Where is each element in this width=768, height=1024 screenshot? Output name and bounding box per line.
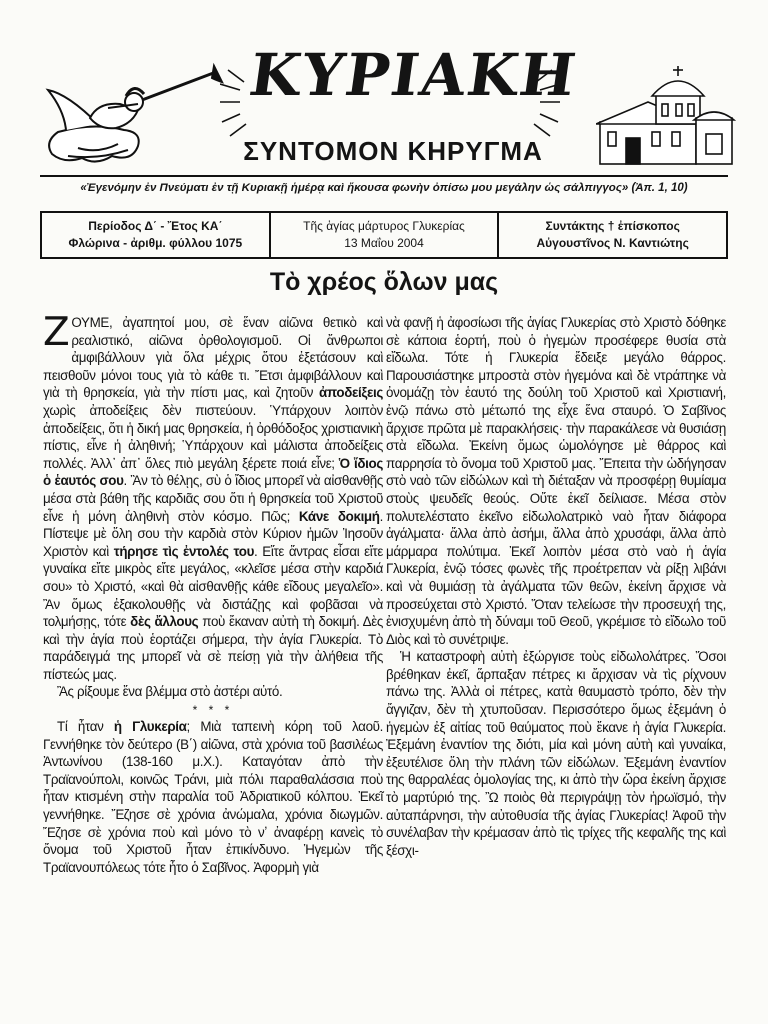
- author-role: Συντάκτης † ἐπίσκοπος: [545, 219, 680, 233]
- paragraph-intro: [43, 310, 383, 683]
- emphasis: ἀποδείξεις: [319, 385, 383, 401]
- section-divider: * * *: [192, 703, 234, 718]
- author-name: Αὐγουστῖνος Ν. Καντιώτης: [536, 236, 689, 250]
- text-run: Τί ἦταν: [57, 719, 114, 735]
- church-illustration: [596, 62, 736, 170]
- emphasis: Κάνε δοκιμή: [298, 508, 380, 524]
- article-column-left: [43, 310, 384, 876]
- masthead: [0, 0, 768, 180]
- feast-name: Τῆς ἁγίας μάρτυρος Γλυκερίας: [303, 219, 465, 233]
- motto-quote: «Ἐγενόμην ἐν Πνεύματι ἐν τῇ Κυριακῇ ἡμέρᾳ καὶ ἤκουσα φωνὴν ὀπίσω μου μεγάλην ὡς σάλπιγγος» (Ἀπ. 1, 10): [80, 182, 688, 194]
- text-run: . Εἴτε ἄντρας εἶσαι εἴτε γυναίκα εἴτε μικρὸς εἴτε μεγάλος, «κλεῖσε μέσα στὴν καρδιά σου» τὸ Χριστό, «καὶ θὰ αἰσθανθῇς κάθε εἴδους μεγαλεῖο». Ἂν ὅμως ἐξακολουθῇς νὰ διστάζῃς καὶ φοβᾶσαι νὰ τολμήσῃς, τότε: [43, 543, 383, 630]
- period-line: Περίοδος Δ΄ - Ἔτος ΚΑ΄: [88, 219, 223, 233]
- paragraph-look: Ἂς ρίξουμε ἕνα βλέμμα στὸ ἀστέρι αὐτό.: [57, 684, 283, 700]
- masthead-title: ΚΥΡΙΑΚΗ: [245, 41, 582, 109]
- article-headline: Τὸ χρέος ὅλων μας: [269, 268, 499, 296]
- text-run: . Ἂν τὸ θέλῃς, σὺ ὁ ἴδιος μπορεῖ νὰ αἰσθανθῇς μέσα στὰ βάθη τῆς καρδιᾶς σου ὅτι ἡ θρησκεία τοῦ Χριστοῦ εἶνε ἡ μόνη ἀληθινὴ στὸν κόσμο. Πῶς;: [43, 473, 383, 524]
- paragraph-martyrdom: Ἡ καταστροφὴ αὐτὴ ἐξώργισε τοὺς εἰδωλολάτρες. Ὅσοι βρέθηκαν ἐκεῖ, ἅρπαξαν πέτρες κι ἄρχισαν νὰ τὶς ρίχνουν πάνω της. Ἀλλὰ οἱ πέτρες, κατὰ θαυμαστὸ τρόπο, δὲν τὴν ἄγγιζαν, δὲν τὴ χτυποῦσαν. Περισσότερο ὅμως ἐξεμάνη ὁ ἡγεμὼν ἐξ αἰτίας τοῦ θαύματος ποὺ ἔκανε ἡ ἁγία Γλυκερία. Ἐξεμάνη ἐναντίον της διότι, μία καὶ μόνη αὐτὴ καὶ γυναίκα, ἐξευτέλισε ὅλη τὴν πλάνη τῶν εἰδώλων. Ἐξεμάνη ἐναντίον της θαρραλέας ὁμολογίας της, κι ἀπὸ τὴν ὥρα ἐκείνη ἄρχισε τὸ μαρτύριό της. Ὢ ποιὸς θὰ περιγράψῃ τὸν ἡρωϊσμό, τὴν αὐταπάρνησι, τὴν αὐτοθυσία τῆς ἁγίας Γλυκερίας! Ἀφοῦ τὴν συνέλαβαν τὴν κρέμασαν ἀπὸ τὶς τρίχες τῆς κεφαλῆς της καὶ ξέσχι-: [386, 649, 726, 858]
- emphasis: τήρησε τὶς ἐντολές του: [113, 543, 255, 559]
- text-run: ; Μιὰ ταπεινὴ κόρη τοῦ λαοῦ. Γεννήθηκε τὸν δεύτερο (Β΄) αἰῶνα, στὰ χρόνια τοῦ βασιλέως Ἀντωνίνου (138-160 μ.Χ.). Καταγόταν ἀπὸ τὴν Τραϊανούπολι, κοινῶς Τράνι, μιὰ πόλι παραθαλάσσια ποὺ ἦταν κτισμένη στὴν παραλία τοῦ Ἀδριατικοῦ κόλπου. Ἐκεῖ γεννήθηκε. Ἔζησε σὲ χρόνια ἀνώμαλα, χρόνια διωγμῶν. Ἔζησε σὲ χρόνια ποὺ καὶ μόνο τὸ νʼ ἀναφέρῃ κανεὶς τὸ ὄνομα τοῦ Χριστοῦ ἦταν ἐπικίνδυνο. Ἡγεμὼν τῆς Τραϊανουπόλεως τότε ἦτο ὁ Σαβῖνος. Ἀφορμὴ γιὰ: [43, 719, 384, 875]
- paragraph-glykeria: [43, 718, 383, 876]
- text-run: . Πίστεψε μὲ ὅλη σου τὴν καρδιὰ στὸν Κύριον ἡμῶν Ἰησοῦν Χριστὸν καὶ: [43, 508, 383, 559]
- text-run: ΟΥΜΕ, ἀγαπητοί μου, σὲ ἕναν αἰῶνα θετικὸ καὶ ρεαλιστικό, αἰῶνα ὀρθολογισμοῦ. Οἱ ἄνθρωποι ἀμφιβάλλουν γιὰ ὅλα μέχρις ὅτου ἐξετάσουν καὶ πεισθοῦν μόνοι τους γιὰ τὸ κάθε τι. Ἔτσι ἀμφιβάλλουν καὶ γιὰ τὴ θρησκεία, γιὰ τὴν πίστι μας, καὶ ζητοῦν: [43, 315, 383, 401]
- masthead-rule: [40, 175, 728, 177]
- paragraph-continued: νὰ φανῇ ἡ ἀφοσίωσι τῆς ἁγίας Γλυκερίας στὸ Χριστὸ δόθηκε σὲ κάποια ἑορτή, ποὺ ὁ ἡγεμὼν προσέφερε θυσία στὰ εἴδωλα. Τότε ἡ Γλυκερία ἔδειξε μεγάλο θάρρος. Παρουσιάστηκε μπροστὰ στὸν ἡγεμόνα καὶ δὲ ντράπηκε νὰ ὀνομάζῃ τὸν ἑαυτό της δούλη τοῦ Χριστοῦ καὶ Χριστιανή, ἐνῷ πάνω στὸ μέτωπό της εἶχε ἕνα σταυρό. Ὁ Σαβῖνος ἄρχισε πρῶτα μὲ παρακλήσεις· τὴν παρακάλεσε νὰ θυσιάσῃ στὰ εἴδωλα. Ἐκείνη ὅμως ὡμολόγησε μὲ θάρρος καὶ παρρησία τὸ ὄνομα τοῦ Χριστοῦ μας. Ἔπειτα τὴν ὡδήγησαν στὸ ναὸ τῶν εἰδώλων καὶ τὴ διέταξαν νὰ προσφέρῃ θυμίαμα στοὺς ψευδεῖς θεούς. Οὔτε ἐκεῖ δείλιασε. Μέσα στὸν πολυτελέστατο ἐκεῖνο εἰδωλολατρικὸ ναὸ ἦταν διάφορα ἀγάλματα· ἄλλα ἀπὸ ἀσήμι, ἄλλα ἀπὸ χρυσάφι, ἄλλα ἀπὸ μάρμαρα πολύτιμα. Ἐκεῖ λοιπὸν μέσα στὸ ναὸ ἡ ἁγία Γλυκερία, ἐνῷ τόσες φωνὲς τῆς προέτρεπαν νὰ ρίξῃ λιβάνι καὶ νὰ θυμιάσῃ τὰ ἀγάλματα τῶν θεῶν, ἐκείνη ἄρχισε νὰ προσεύχεται στὸ Χριστό. Ὅταν τελείωσε τὴν προσευχή της, ἐνισχυμένη ἀπὸ τὴ δύναμι τοῦ Θεοῦ, γκρέμισε τὸ εἴδωλο τοῦ Διὸς καὶ τὸ συνέτριψε.: [386, 315, 726, 647]
- article-column-right: [386, 314, 726, 859]
- issue-period-cell: [42, 213, 269, 257]
- emphasis: ἡ Γλυκερία: [113, 719, 187, 735]
- emphasis: δὲς ἄλλους: [130, 614, 199, 630]
- text-run: χωρὶς ἀποδείξεις δὲν πιστεύουν. Ὑπάρχουν λοιπὸν ἀποδείξεις, ὅτι ἡ δική μας θρησκεία, ἡ ὀρθόδοξος χριστιανικὴ πίστις, εἶνε ἡ ἀληθινή; Ὑπάρχουν καὶ μάλιστα ἀποδείξεις πολλές. Ἀλλ᾽ ἀπ᾽ ὅλες πιὸ μεγάλη ξέρετε ποιά εἶνε;: [43, 402, 383, 471]
- text-run: ποὺ ἔκαναν αὐτὴ τὴ δοκιμή. Δὲς καὶ τὴν ἁγία ποὺ ἑορτάζει σήμερα, τὴν ἁγία Γλυκερία. Τὸ παράδειγμά της μπορεῖ νὰ σὲ πείσῃ γιὰ τὴν ἀλήθεια τῆς πίστεώς μας.: [43, 614, 383, 682]
- issue-number-line: Φλώρινα - ἀριθμ. φύλλου 1075: [68, 236, 243, 250]
- masthead-subtitle: ΣΥΝΤΟΜΟΝ ΚΗΡΥΓΜΑ: [243, 136, 543, 166]
- feast-cell: [269, 213, 498, 257]
- emphasis: Ὁ ἴδιος ὁ ἑαυτός σου: [43, 455, 383, 489]
- issue-info-box: [40, 211, 728, 259]
- feast-date: 13 Μαΐου 2004: [344, 236, 424, 250]
- drop-cap: Ζ: [43, 310, 70, 355]
- angel-trumpet-illustration: [38, 62, 238, 170]
- author-cell: [497, 213, 726, 257]
